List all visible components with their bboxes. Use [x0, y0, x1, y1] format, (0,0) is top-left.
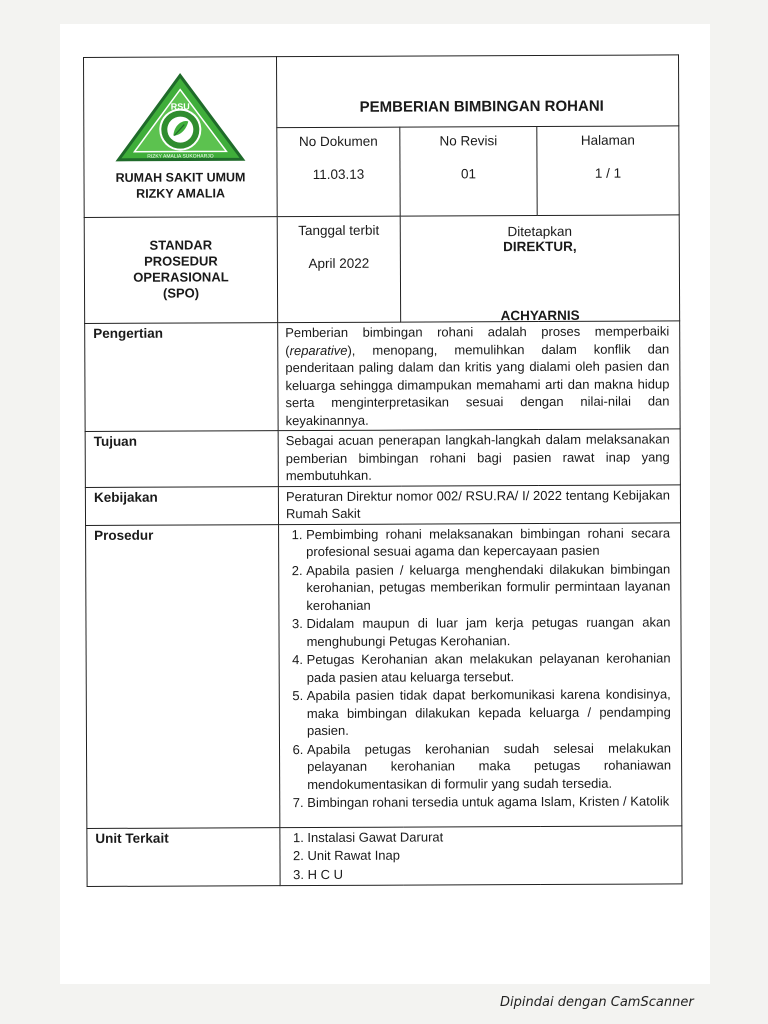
pengertian-text: Pemberian bimbingan rohani adalah proses memperbaiki (reparative), menopang, memulihkan dalam konflik dan penderitaan paling dalam dan kritis yang dialami oleh pasien dan keluarga sehingga dimampukan memahami arti dan makna hidup serta menginterpretasikan sesuai dengan nilai-nilai dan keyakinannya.: [278, 321, 680, 431]
halaman-label: Halaman: [580, 132, 635, 148]
unit-item: 1. Instalasi Gawat Darurat: [307, 827, 671, 846]
tanggal-value: April 2022: [308, 255, 370, 272]
no-revisi-value: 01: [460, 166, 477, 182]
direktur-title: DIREKTUR,: [503, 238, 577, 255]
spo-line3: OPERASIONAL: [133, 269, 229, 285]
scanner-watermark: Dipindai dengan CamScanner: [500, 995, 694, 1010]
no-dokumen-cell: [277, 127, 400, 217]
prosedur-list: [286, 524, 671, 812]
tujuan-text: Sebagai acuan penerapan langkah-langkah dalam melaksanakan pemberian bimbingan rohani bagi pasien rawat inap yang membutuhkan.: [278, 429, 680, 486]
tujuan-label: Tujuan: [85, 431, 278, 487]
no-revisi-label: No Revisi: [439, 133, 498, 149]
unit-item: 3. H C U: [308, 864, 672, 883]
spo-line1: STANDAR: [149, 237, 213, 253]
halaman-cell: [537, 126, 679, 216]
tanggal-label: Tanggal terbit: [298, 222, 380, 239]
prosedur-content: [279, 522, 682, 827]
spo-line2: PROSEDUR: [144, 253, 218, 269]
hospital-logo: [114, 71, 246, 164]
spo-title-cell: [84, 217, 277, 324]
prosedur-step: 5. Apabila pasien tidak dapat berkomunikasi karena kondisinya, maka bimbingan dilakukan kepada keluarga / pendamping pasien.: [307, 685, 671, 739]
halaman-value: 1 / 1: [594, 165, 622, 181]
prosedur-step: 3. Didalam maupun di luar jam kerja petugas ruangan akan menghubungi Petugas Kerohanian.: [306, 613, 670, 650]
prosedur-step: 6. Apabila petugas kerohanian sudah selesai melakukan pelayanan kerohanian maka petugas rohaniawan mendokumentasikan di formulir yang sudah tersedia.: [307, 739, 671, 793]
unit-terkait-content: [280, 825, 682, 885]
tanggal-terbit-cell: [277, 216, 400, 323]
spo-line4: (SPO): [162, 285, 200, 301]
prosedur-label: Prosedur: [86, 524, 280, 828]
ditetapkan-label: Ditetapkan: [507, 223, 573, 240]
prosedur-step: 1. Pembimbing rohani melaksanakan bimbingan rohani secara profesional sesuai agama dan kepercayaan pasien: [306, 524, 670, 561]
no-dokumen-label: No Dokumen: [298, 133, 378, 150]
no-dokumen-value: 11.03.13: [312, 166, 365, 182]
logo-cell: [84, 57, 278, 218]
document-title: PEMBERIAN BIMBINGAN ROHANI: [277, 55, 679, 128]
pengertian-label: Pengertian: [85, 323, 278, 432]
unit-terkait-list: [287, 827, 671, 883]
unit-item: 2. Unit Rawat Inap: [307, 845, 671, 864]
signatory-name: ACHYARNIS: [500, 307, 580, 324]
hospital-name: [84, 169, 276, 202]
spo-table: [83, 54, 683, 887]
prosedur-step: 4. Petugas Kerohanian akan melakukan pelayanan kerohanian pada pasien atau keluarga tersebut.: [307, 649, 671, 686]
ditetapkan-cell: [400, 215, 679, 322]
unit-terkait-label: Unit Terkait: [87, 827, 280, 886]
prosedur-step: 2. Apabila pasien / keluarga menghendaki dilakukan bimbingan kerohanian, petugas memberikan formulir permintaan layanan kerohanian: [306, 560, 670, 614]
hospital-name-line1: RUMAH SAKIT UMUM: [115, 170, 246, 185]
no-revisi-cell: [400, 127, 537, 217]
kebijakan-label: Kebijakan: [85, 486, 278, 525]
prosedur-step: 7. Bimbingan rohani tersedia untuk agama Islam, Kristen / Katolik: [307, 792, 671, 811]
logo-ring-text: RIZKY AMALIA SUKOHARJO: [147, 153, 214, 160]
logo-text: RSU: [170, 101, 190, 112]
hospital-name-line2: RIZKY AMALIA: [136, 186, 226, 201]
kebijakan-text: Peraturan Direktur nomor 002/ RSU.RA/ I/ 2022 tentang Kebijakan Rumah Sakit: [278, 484, 680, 524]
